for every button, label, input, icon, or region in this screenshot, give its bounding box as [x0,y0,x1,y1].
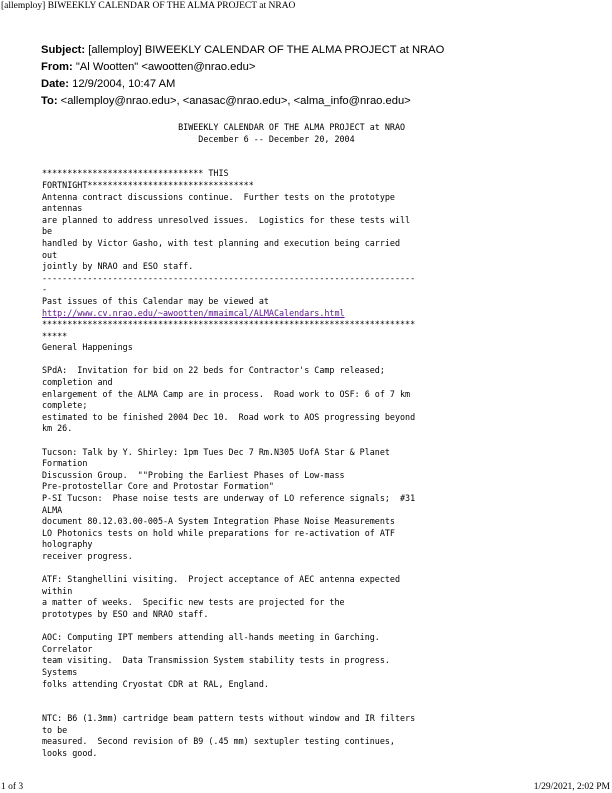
date-value: 12/9/2004, 10:47 AM [72,78,176,90]
to-row [41,93,444,110]
subject-label: Subject: [41,44,86,56]
date-row [41,76,444,93]
print-timestamp: 1/29/2021, 2:02 PM [533,782,610,792]
subject-value: [allemploy] BIWEEKLY CALENDAR OF THE ALMA PROJECT at NRAO [88,44,445,56]
page-indicator: 1 of 3 [1,782,24,792]
email-headers [41,42,444,110]
from-label: From: [41,61,73,73]
from-row [41,59,444,76]
email-body [42,122,415,760]
to-label: To: [41,95,58,107]
body-intro: BIWEEKLY CALENDAR OF THE ALMA PROJECT at NRAO December 6 -- December 20, 2004 ******************************** THIS FORTNIGHT********************************* Antenna contract discussions continue. Further tests on the prototype antennas are planned to address unresolved issues. Logistics for these tests will be handled by Victor Gasho, with test planning and execution being carried out jointly by NRAO and ESO staff. -------------------------------------------------------------------------- - Past issues of this Calendar may be viewed at [42,122,416,306]
calendar-archive-link[interactable]: http://www.cv.nrao.edu/~awootten/mmaimcal/ALMACalendars.html [42,307,345,318]
subject-row [41,42,444,59]
from-value: "Al Wootten" <awootten@nrao.edu> [75,61,256,73]
body-rest: ************************************************************************** ***** General Happenings SPdA: Invitation for bid on 22 beds for Contractor's Camp released; completion and enlargement of the ALMA Camp are in process. Road work to OSF: 6 of 7 km complete; estimated to be finished 2004 Dec 10. Road work to AOS progressing beyond km 26. Tucson: Talk by Y. Shirley: 1pm Tues Dec 7 Rm.N305 UofA Star & Planet Formation Discussion Group. ""Probing the Earliest Phases of Low-mass Pre-protostellar Core and Protostar Formation" P-SI Tucson: Phase noise tests are underway of LO reference signals; #31 ALMA document 80.12.03.00-005-A System Integration Phase Noise Measurements LO Photonics tests on hold while preparations for re-activation of ATF holography receiver progress. ATF: Stanghellini visiting. Project acceptance of AEC antenna expected within a matter of weeks. Specific new tests are projected for the prototypes by ESO and NRAO staff. AOC: Computing IPT members attending all-hands meeting in Garching. Correlator team visiting. Data Transmission System stability tests in progress. Systems folks attending Cryostat CDR at RAL, England. NTC: B6 (1.3mm) cartridge beam pattern tests without window and IR filters to be measured. Second revision of B9 (.45 mm) sextupler testing continues, looks good. [42,319,416,759]
date-label: Date: [41,78,69,90]
to-value: <allemploy@nrao.edu>, <anasac@nrao.edu>, <alma_info@nrao.edu> [60,95,411,107]
print-header-title: [allemploy] BIWEEKLY CALENDAR OF THE ALMA PROJECT at NRAO [1,1,296,11]
